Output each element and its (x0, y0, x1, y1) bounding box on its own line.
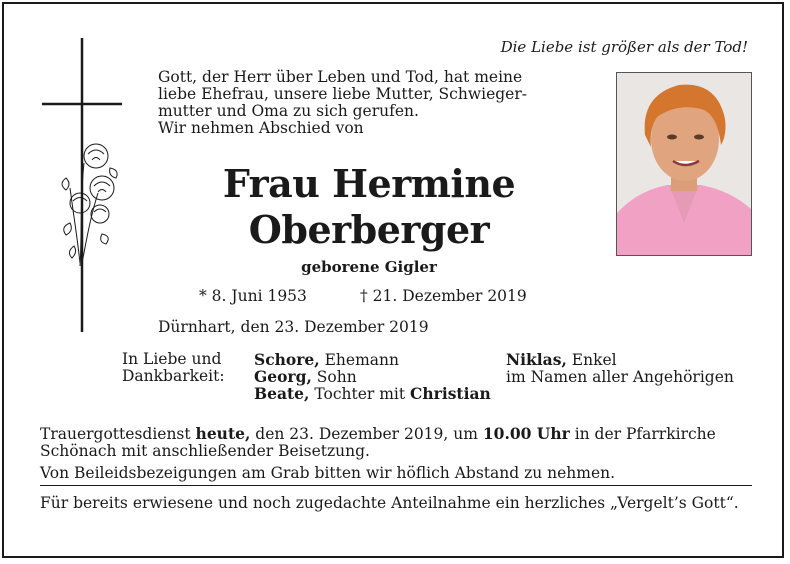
mourner-entry (254, 351, 491, 368)
maiden-name: geborene Gigler (301, 258, 437, 276)
mourner-name: Christian (410, 384, 491, 403)
birth-date: * 8. Juni 1953 (199, 287, 307, 305)
mourner-name: Georg, (254, 367, 312, 386)
death-date: † 21. Dezember 2019 (360, 287, 527, 305)
thanks-line: Dankbarkeit: (122, 367, 225, 385)
funeral-service-info (40, 425, 752, 460)
thanks-closing: Für bereits erwiesene und noch zugedachte Anteilnahme ein herzliches „Vergelt’s Gott“. (40, 494, 739, 512)
mourner-relation: Tochter mit (309, 385, 411, 403)
deceased-name-line2: Oberberger (248, 207, 490, 252)
mourners-list-left (254, 351, 491, 402)
portrait-image (617, 73, 751, 255)
service-text: den 23. Dezember 2019, um (250, 425, 483, 443)
intro-line: Wir nehmen Abschied von (158, 119, 364, 137)
mourner-entry (254, 368, 491, 385)
divider (40, 485, 752, 486)
mourner-relation: Enkel (566, 351, 617, 369)
mourner-name: Niklas, (506, 350, 567, 369)
mourner-entry (506, 351, 734, 368)
mourner-entry (254, 385, 491, 402)
service-text: in der Pfarrkirche Schönach mit anschließender Beisetzung. (40, 425, 716, 460)
service-text: Trauergottesdienst (40, 425, 196, 443)
intro-line: Gott, der Herr über Leben und Tod, hat meine (158, 68, 523, 86)
intro-line: mutter und Oma zu sich gerufen. (158, 102, 419, 120)
thanks-line: In Liebe und (122, 350, 222, 368)
intro-line: liebe Ehefrau, unsere liebe Mutter, Schwieger- (158, 85, 527, 103)
mourner-relation: Ehemann (319, 351, 399, 369)
mourner-name: Beate, (254, 384, 310, 403)
service-day: heute, (195, 424, 251, 443)
service-time: 10.00 Uhr (482, 424, 570, 443)
place-date: Dürnhart, den 23. Dezember 2019 (158, 318, 429, 336)
mourner-name: Schore, (254, 350, 320, 369)
mourners-list-right (506, 351, 734, 385)
mourner-relation: im Namen aller Angehörigen (506, 368, 734, 386)
motto: Die Liebe ist größer als der Tod! (500, 38, 748, 56)
condolence-request: Von Beileidsbezeigungen am Grab bitten wir höflich Abstand zu nehmen. (40, 464, 616, 482)
portrait-photo (616, 72, 752, 256)
obituary-notice (2, 2, 784, 558)
thanks-label (122, 351, 225, 385)
intro-text (158, 69, 580, 137)
mourner-relation: Sohn (311, 368, 357, 386)
deceased-name-line1: Frau Hermine (222, 161, 516, 206)
mourner-entry (506, 368, 734, 385)
cross-with-roses-icon (40, 38, 128, 338)
